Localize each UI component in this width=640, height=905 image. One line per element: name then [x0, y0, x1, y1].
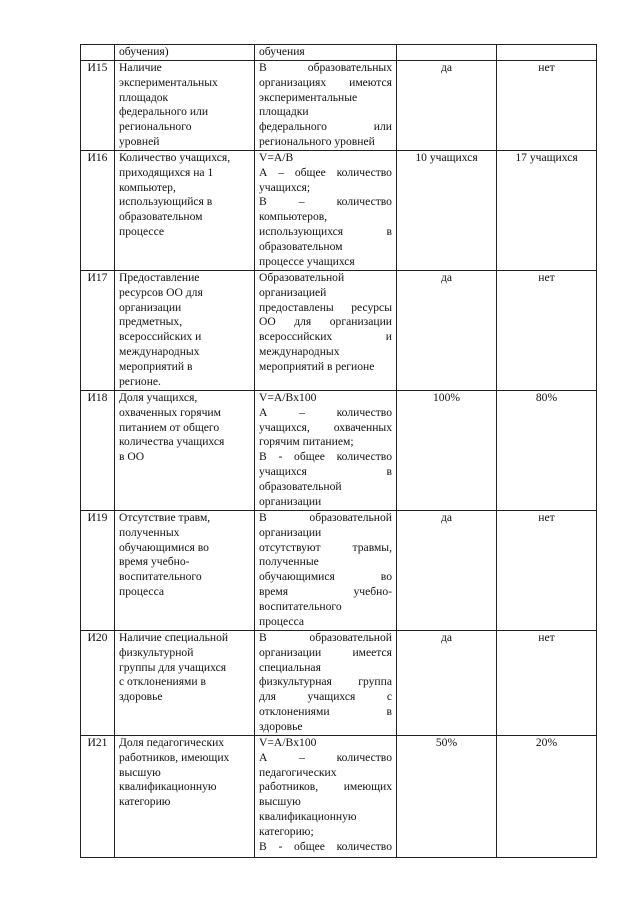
indicator-name-line: ресурсов ОО для — [119, 285, 203, 299]
calculation-method-line: международных — [259, 344, 340, 358]
calculation-method-line: обучающимися во — [259, 570, 392, 584]
calculation-method-line: организации — [259, 494, 322, 508]
indicator-name-line: мероприятий в — [119, 359, 193, 373]
calculation-method-line: горячим питанием; — [259, 435, 354, 449]
indicators-table-body — [81, 45, 597, 858]
value-current: 100% — [397, 391, 497, 511]
indicator-name-line: приходящихся на 1 — [119, 165, 214, 179]
indicator-name-line: Предоставление — [119, 271, 200, 284]
calculation-method-line: экспериментальные — [259, 90, 358, 104]
indicator-code: И21 — [81, 736, 115, 858]
indicator-code: И19 — [81, 511, 115, 631]
calculation-method-line: использующихся в — [259, 224, 392, 238]
calculation-method-line: В образовательной — [259, 511, 392, 524]
indicator-name-line: охваченных горячим — [119, 405, 221, 419]
indicator-name-line: процессе — [119, 224, 165, 238]
calculation-method-line: V=A/Bx100 — [259, 391, 317, 404]
indicator-name-line: Наличие — [119, 61, 162, 74]
calculation-method-line: образовательной — [259, 479, 342, 493]
calculation-method-line: регионального уровней — [259, 134, 375, 148]
indicator-name — [115, 45, 255, 61]
calculation-method-line: А – общее количество — [259, 165, 392, 179]
calculation-method-line: В - общее количество — [259, 450, 392, 464]
table-row — [81, 151, 597, 271]
calculation-method-line: организации — [259, 525, 322, 539]
indicator-name-line: в ОО — [119, 450, 145, 464]
indicator-code: И15 — [81, 61, 115, 151]
calculation-method — [255, 271, 397, 391]
value-previous: нет — [497, 511, 597, 631]
calculation-method-line: для учащихся с — [259, 690, 392, 704]
indicator-name-line: Доля учащихся, — [119, 391, 198, 404]
calculation-method-line: В - общее количество — [259, 839, 392, 853]
calculation-method-line: V=A/B — [259, 151, 294, 164]
indicator-name — [115, 271, 255, 391]
calculation-method — [255, 45, 397, 61]
calculation-method-line: отклонениями в — [259, 704, 392, 718]
calculation-method-line: мероприятий в регионе — [259, 359, 375, 373]
indicator-name-line: воспитательного — [119, 570, 202, 584]
calculation-method-line: процесса — [259, 614, 305, 628]
indicator-name-line: компьютер, — [119, 180, 176, 194]
calculation-method-line: А – количество — [259, 405, 392, 419]
indicator-name-line: физкультурной — [119, 645, 194, 659]
indicator-name-line: обучающимися во — [119, 540, 209, 554]
indicator-name-line: уровней — [119, 134, 160, 148]
indicator-name-line: группы для учащихся — [119, 660, 227, 674]
indicators-table — [80, 44, 597, 858]
indicator-name-line: высшую — [119, 765, 161, 779]
indicator-name-line: федерального или — [119, 105, 209, 119]
calculation-method — [255, 511, 397, 631]
calculation-method-line: организациях имеются — [259, 75, 392, 89]
value-current: да — [397, 631, 497, 736]
calculation-method — [255, 61, 397, 151]
indicator-name-line: экспериментальных — [119, 75, 218, 89]
value-previous: 20% — [497, 736, 597, 858]
value-current: да — [397, 61, 497, 151]
table-row — [81, 631, 597, 736]
calculation-method-line: ОО для организации — [259, 315, 392, 329]
indicator-name-line: процесса — [119, 584, 165, 598]
value-current: 50% — [397, 736, 497, 858]
calculation-method-line: предоставлены ресурсы — [259, 300, 392, 314]
calculation-method-line: физкультурная группа — [259, 675, 392, 689]
calculation-method-line: процессе учащихся — [259, 254, 355, 268]
indicator-code: И18 — [81, 391, 115, 511]
calculation-method-line: отсутствуют травмы, — [259, 540, 392, 554]
calculation-method-line: организацией — [259, 285, 327, 299]
calculation-method-line: В – количество — [259, 195, 392, 209]
calculation-method-line: воспитательного — [259, 599, 342, 613]
calculation-method-line: квалификационную — [259, 809, 357, 823]
indicator-name-line: организации — [119, 300, 182, 314]
calculation-method-line: организации имеется — [259, 645, 392, 659]
calculation-method-line: здоровье — [259, 719, 303, 733]
value-current — [397, 45, 497, 61]
calculation-method-line: А – количество — [259, 750, 392, 764]
value-current: 10 учащихся — [397, 151, 497, 271]
indicator-name-line: международных — [119, 344, 200, 358]
calculation-method-line: площадки — [259, 105, 309, 119]
calculation-method-line: обучения — [259, 45, 305, 58]
indicator-name-line: время учебно- — [119, 555, 190, 569]
indicator-name — [115, 736, 255, 858]
indicator-name-line: квалификационную — [119, 780, 217, 794]
document-page — [80, 44, 596, 858]
value-current: да — [397, 271, 497, 391]
calculation-method-line: педагогических — [259, 765, 337, 779]
indicator-name-line: категорию — [119, 795, 171, 809]
calculation-method-line: работников, имеющих — [259, 780, 392, 794]
indicator-name-line: с отклонениями в — [119, 675, 206, 689]
indicator-name-line: образовательном — [119, 210, 203, 224]
calculation-method — [255, 391, 397, 511]
calculation-method-line: учащихся в — [259, 464, 392, 478]
value-previous: 80% — [497, 391, 597, 511]
indicator-name-line: предметных, — [119, 315, 183, 329]
calculation-method-line: В образовательных — [259, 61, 392, 74]
indicator-name-line: Наличие специальной — [119, 631, 229, 644]
indicator-code: И20 — [81, 631, 115, 736]
indicator-name-line: регионального — [119, 120, 192, 134]
calculation-method — [255, 736, 397, 858]
calculation-method-line: учащихся, охваченных — [259, 420, 392, 434]
indicator-name-line: регионе. — [119, 374, 161, 388]
indicator-name-line: Отсутствие травм, — [119, 511, 211, 524]
indicator-code: И17 — [81, 271, 115, 391]
calculation-method-line: федерального или — [259, 120, 392, 134]
indicator-name — [115, 151, 255, 271]
table-row — [81, 511, 597, 631]
calculation-method-line: полученные — [259, 555, 319, 569]
calculation-method-line: специальная — [259, 660, 321, 674]
value-previous: нет — [497, 271, 597, 391]
indicator-name-line: обучения) — [119, 45, 169, 58]
indicator-name-line: площадок — [119, 90, 169, 104]
indicator-name-line: Количество учащихся, — [119, 151, 231, 164]
calculation-method-line: компьютеров, — [259, 210, 328, 224]
calculation-method-line: время учебно- — [259, 584, 392, 598]
calculation-method-line: категорию; — [259, 824, 314, 838]
indicator-name-line: питанием от общего — [119, 420, 220, 434]
indicator-name-line: работников, имеющих — [119, 750, 230, 764]
indicator-name-line: здоровье — [119, 690, 163, 704]
calculation-method — [255, 631, 397, 736]
table-row — [81, 271, 597, 391]
calculation-method-line: В образовательной — [259, 631, 392, 644]
indicator-name-line: Доля педагогических — [119, 736, 225, 749]
indicator-code — [81, 45, 115, 61]
indicator-name-line: полученных — [119, 525, 180, 539]
value-previous — [497, 45, 597, 61]
calculation-method-line: образовательном — [259, 239, 343, 253]
indicator-name — [115, 511, 255, 631]
table-row — [81, 61, 597, 151]
indicator-name-line: количества учащихся — [119, 435, 225, 449]
indicator-code: И16 — [81, 151, 115, 271]
calculation-method — [255, 151, 397, 271]
calculation-method-line: V=A/Bx100 — [259, 736, 317, 749]
calculation-method-line: высшую — [259, 795, 301, 809]
indicator-name-line: всероссийских и — [119, 330, 202, 344]
value-previous: нет — [497, 61, 597, 151]
indicator-name-line: использующийся в — [119, 195, 213, 209]
indicator-name — [115, 631, 255, 736]
indicator-name — [115, 391, 255, 511]
table-row — [81, 391, 597, 511]
table-row — [81, 736, 597, 858]
table-row — [81, 45, 597, 61]
indicator-name — [115, 61, 255, 151]
value-previous: нет — [497, 631, 597, 736]
calculation-method-line: Образовательной — [259, 271, 345, 284]
calculation-method-line: учащихся; — [259, 180, 311, 194]
value-current: да — [397, 511, 497, 631]
calculation-method-line: всероссийских и — [259, 330, 392, 344]
value-previous: 17 учащихся — [497, 151, 597, 271]
